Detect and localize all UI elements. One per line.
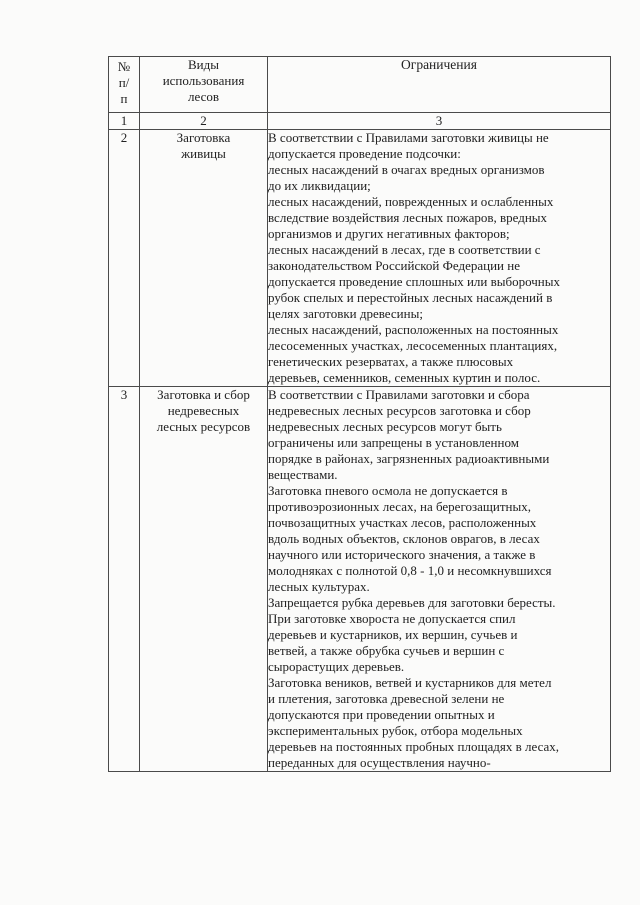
restrictions-table [108, 56, 611, 772]
restriction-text-line: В соответствии с Правилами заготовки и сбора [268, 387, 530, 402]
restriction-text-line: лесных насаждений, расположенных на постоянных [268, 322, 559, 337]
restriction-text-line: допускается проведение сплошных или выборочных [268, 274, 560, 289]
header-number-line: № [117, 59, 131, 74]
row-kind [140, 130, 268, 387]
row-restrictions [268, 387, 611, 772]
restriction-text-line: деревьев на постоянных пробных площадях в лесах, [268, 739, 560, 754]
restriction-text-line: допускается проведение подсочки: [268, 146, 461, 161]
restriction-text-line: организмов и других негативных факторов; [268, 226, 510, 241]
restriction-text-line: Заготовка веников, ветвей и кустарников для метел [268, 675, 552, 690]
table-header-row [109, 57, 611, 113]
restriction-text-line: деревьев, семенников, семенных куртин и полос. [268, 370, 541, 385]
header-kind-line: Виды [188, 57, 219, 72]
restriction-text-line: вдоль водных объектов, склонов оврагов, в лесах [268, 531, 540, 546]
restriction-text-line: веществами. [268, 467, 338, 482]
header-number-line: п [120, 91, 128, 106]
column-number: 3 [268, 113, 611, 130]
header-number-line: п/ [118, 75, 130, 90]
table-row [109, 130, 611, 387]
restriction-text-line: молодняках с полнотой 0,8 - 1,0 и несомкнувшихся [268, 563, 552, 578]
restriction-text-line: почвозащитных участках лесов, расположенных [268, 515, 537, 530]
row-restrictions [268, 130, 611, 387]
restriction-text-line: целях заготовки древесины; [268, 306, 423, 321]
header-number [109, 57, 140, 113]
row-kind-line: живицы [181, 146, 226, 161]
column-number-row [109, 113, 611, 130]
row-number: 3 [109, 387, 140, 772]
restriction-text-line: сырорастущих деревьев. [268, 659, 405, 674]
table-row [109, 387, 611, 772]
restriction-text-line: ветвей, а также обрубка сучьев и вершин с [268, 643, 505, 658]
restriction-text-line: порядке в районах, загрязненных радиоактивными [268, 451, 550, 466]
restriction-text-line: Запрещается рубка деревьев для заготовки бересты. [268, 595, 556, 610]
header-kind-line: использования [162, 73, 245, 88]
row-kind-line: Заготовка [176, 130, 231, 145]
header-kind-line: лесов [188, 89, 219, 104]
restriction-text-line: В соответствии с Правилами заготовки живицы не [268, 130, 549, 145]
row-kind-line: Заготовка и сбор [157, 387, 250, 402]
restriction-text-line: экспериментальных рубок, отбора модельных [268, 723, 523, 738]
row-kind-line: лесных ресурсов [156, 419, 251, 434]
restriction-text-line: Заготовка пневого осмола не допускается в [268, 483, 508, 498]
restriction-text-line: лесных культурах. [268, 579, 370, 594]
restriction-text-line: лесных насаждений в очагах вредных организмов [268, 162, 545, 177]
restriction-text-line: деревьев и кустарников, их вершин, сучьев и [268, 627, 518, 642]
restriction-text-line: законодательством Российской Федерации не [268, 258, 520, 273]
restriction-text-line: рубок спелых и перестойных лесных насаждений в [268, 290, 553, 305]
row-kind [140, 387, 268, 772]
restriction-text-line: лесных насаждений в лесах, где в соответствии с [268, 242, 541, 257]
restriction-text-line: и плетения, заготовка древесной зелени не [268, 691, 505, 706]
restriction-text-line: переданных для осуществления научно- [268, 755, 491, 770]
column-number: 2 [140, 113, 268, 130]
restriction-text-line: вследствие воздействия лесных пожаров, вредных [268, 210, 548, 225]
row-number: 2 [109, 130, 140, 387]
restriction-text-line: до их ликвидации; [268, 178, 371, 193]
restriction-text-line: противоэрозионных лесах, на берегозащитных, [268, 499, 531, 514]
restriction-text-line: лесосеменных участках, лесосеменных плантациях, [268, 338, 558, 353]
restriction-text-line: генетических резерватах, а также плюсовых [268, 354, 514, 369]
header-restrictions: Ограничения [268, 57, 611, 113]
restriction-text-line: научного или исторического значения, а также в [268, 547, 536, 562]
restriction-text-line: При заготовке хвороста не допускается спил [268, 611, 516, 626]
restriction-text-line: ограничены или запрещены в установленном [268, 435, 519, 450]
row-kind-line: недревесных [167, 403, 240, 418]
header-kind [140, 57, 268, 113]
restriction-text-line: недревесных лесных ресурсов заготовка и сбор [268, 403, 531, 418]
restriction-text-line: лесных насаждений, поврежденных и ослабленных [268, 194, 554, 209]
column-number: 1 [109, 113, 140, 130]
restriction-text-line: недревесных лесных ресурсов могут быть [268, 419, 502, 434]
restriction-text-line: допускаются при проведении опытных и [268, 707, 495, 722]
